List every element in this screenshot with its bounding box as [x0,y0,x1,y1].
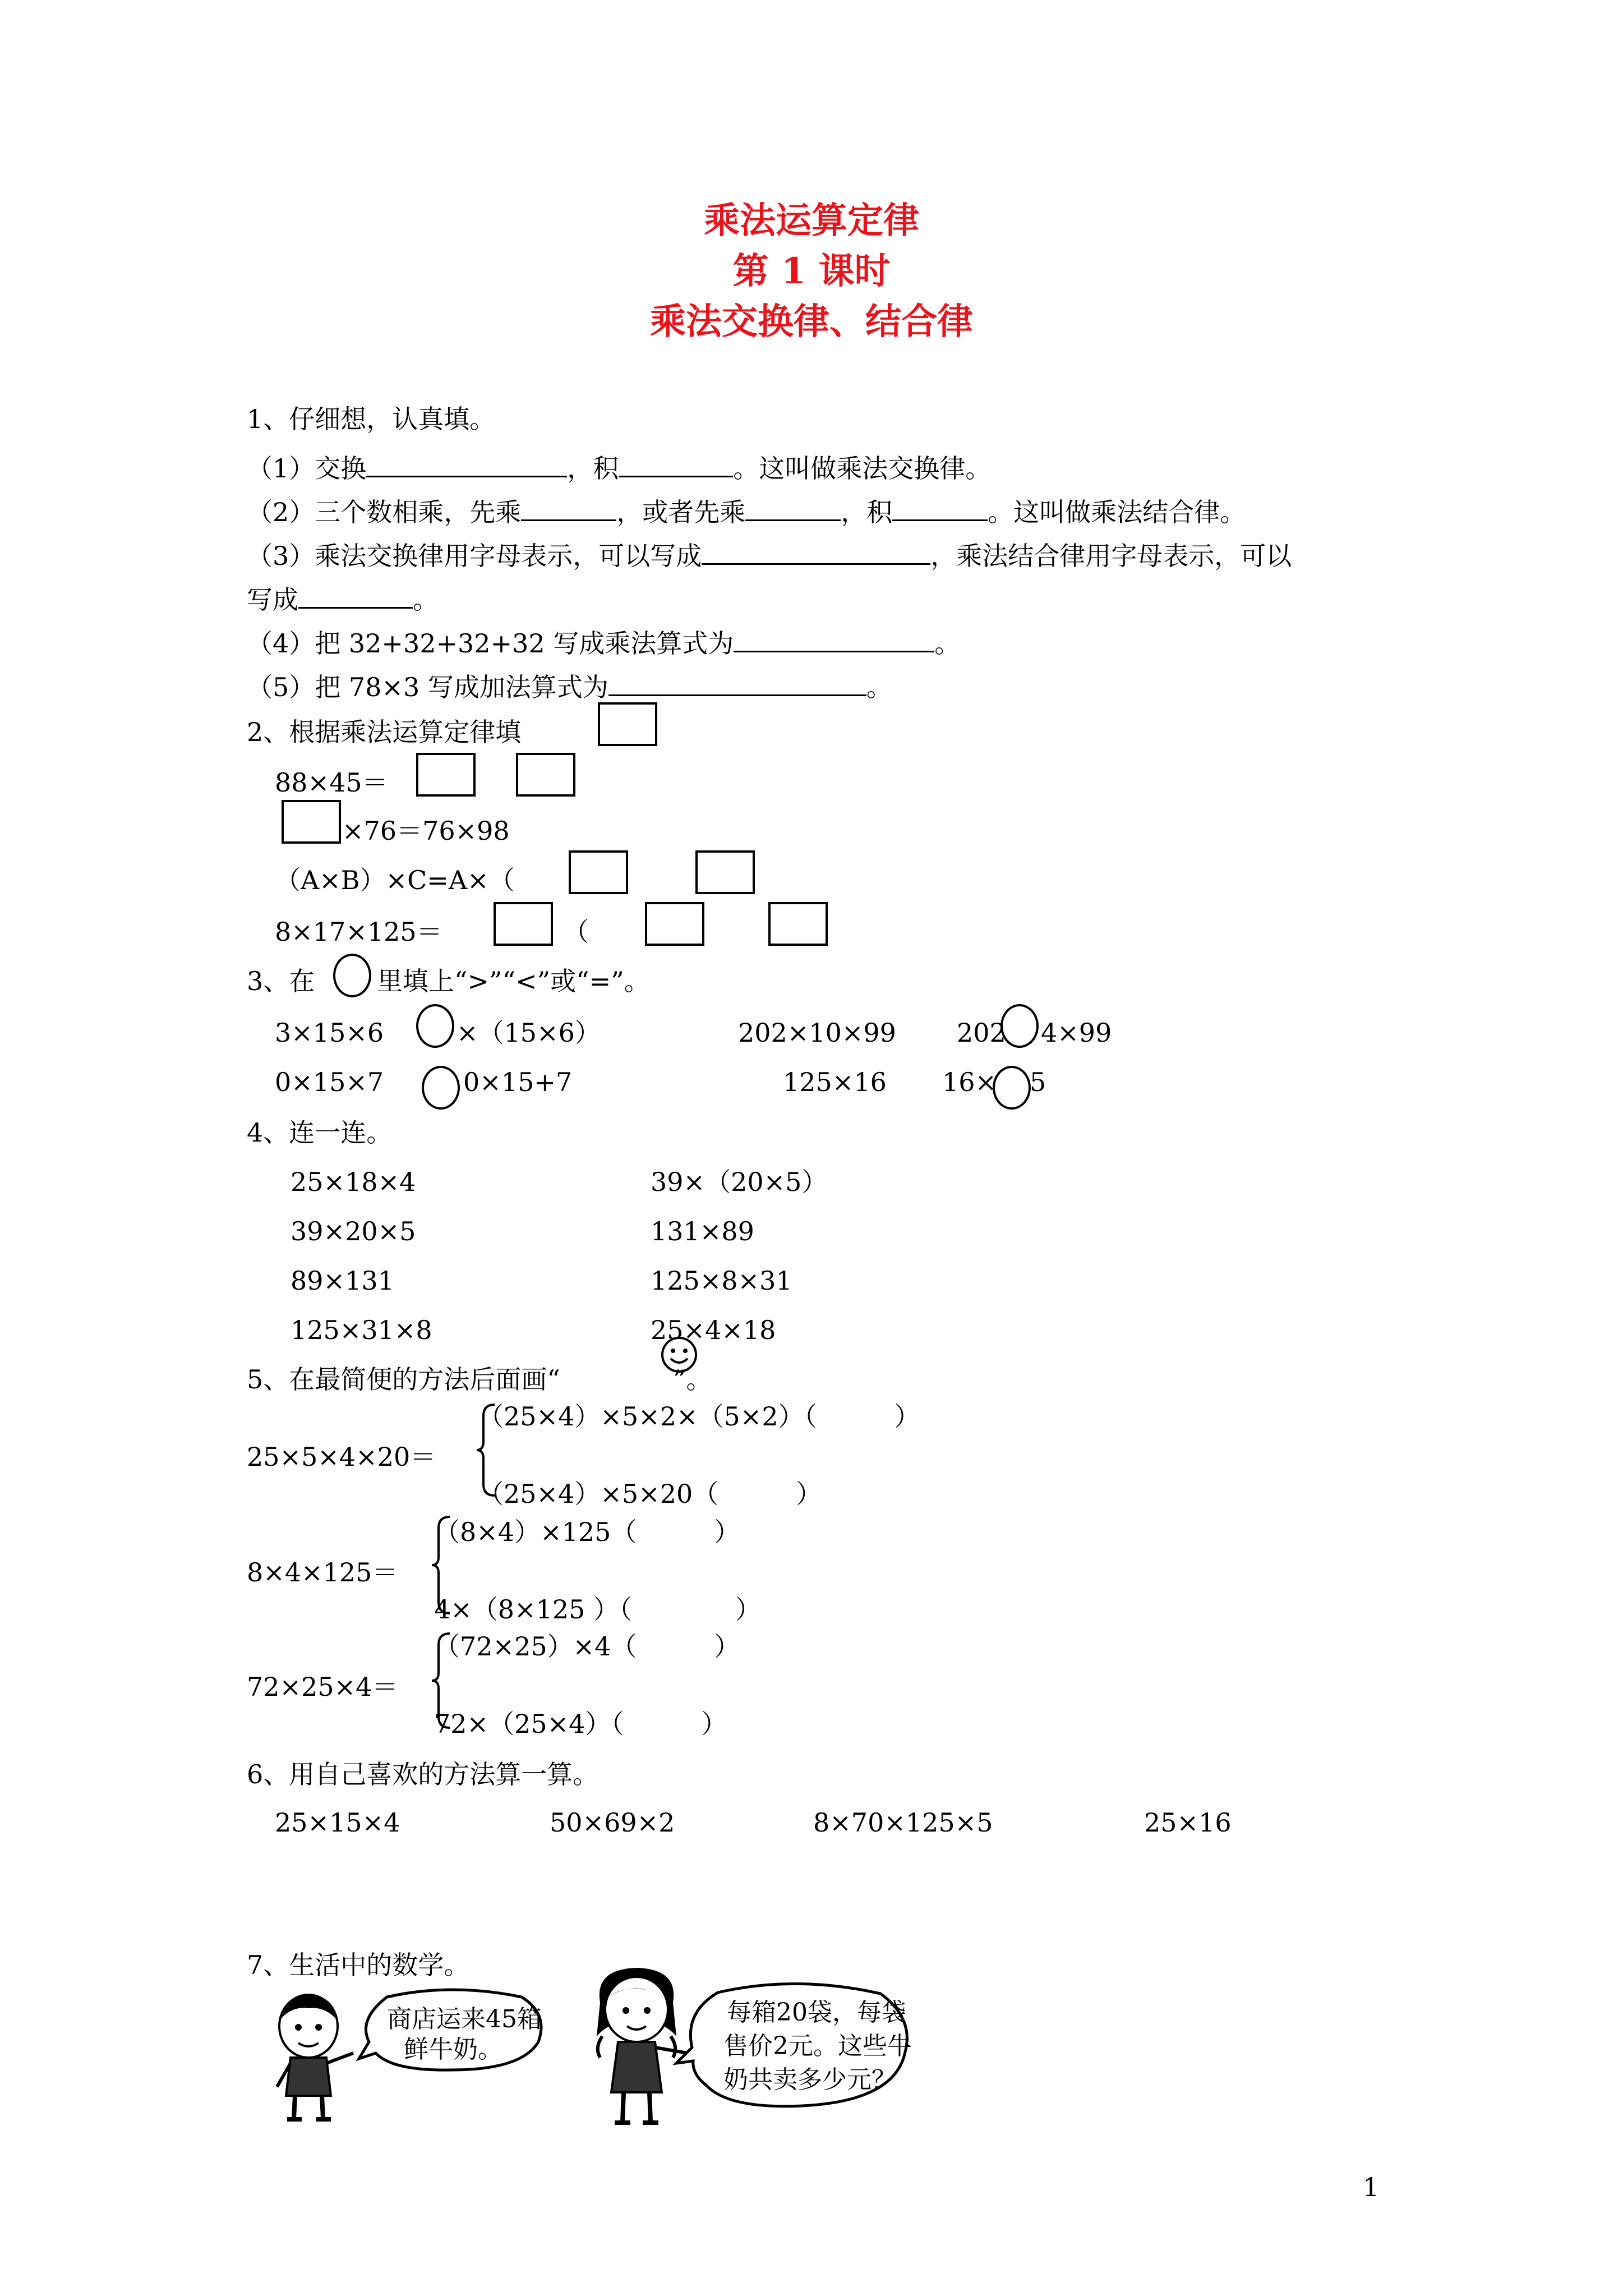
q3-row-1c: 202×10×99 [738,1018,896,1048]
q5-group-3-option-1: （72×25）×4（ ） [434,1631,740,1662]
q6-item-1: 25×15×4 [275,1807,400,1838]
answer-box[interactable] [645,902,704,946]
answer-blank[interactable] [702,537,930,565]
q1-sentence-5: （5）把 78×3 写成加法算式为 。 [247,669,892,700]
answer-blank[interactable] [521,494,616,521]
compare-circle[interactable] [993,1066,1031,1110]
answer-blank[interactable] [298,581,413,609]
q2-heading: 2、根据乘法运算定律填 [247,717,522,747]
q5-group-1-option-2: （25×4）×5×20（ ） [478,1479,822,1509]
compare-circle[interactable] [333,954,371,997]
bubble-2-line-3: 奶共卖多少元？ [723,2065,896,2094]
q3-row-2d: 16× [942,1067,997,1097]
q5-group-3-option-2: 72×（25×4）（ ） [434,1709,727,1739]
q3-row-2e: 5 [1030,1067,1046,1097]
q6-item-2: 50×69×2 [550,1807,675,1838]
q3-row-2a: 0×15×7 [275,1067,384,1097]
compare-circle[interactable] [422,1066,460,1110]
boy-illustration [258,1991,359,2126]
q6-heading: 6、用自己喜欢的方法算一算。 [247,1759,599,1789]
answer-blank[interactable] [366,450,567,477]
q3-row-1a: 3×15×6 [275,1018,384,1048]
q5-group-2-lhs: 8×4×125＝ [247,1557,398,1588]
q5-group-2-option-1: （8×4）×125（ ） [434,1517,740,1547]
q3-row-1b: ×（15×6） [457,1018,601,1048]
q4-left-2[interactable]: 39×20×5 [291,1216,416,1246]
answer-blank[interactable] [608,669,866,696]
q2-row-4-paren: （ [563,917,589,947]
answer-blank[interactable] [892,494,988,521]
answer-box[interactable] [598,702,657,746]
q6-item-3: 8×70×125×5 [813,1807,993,1838]
answer-box[interactable] [282,800,341,844]
q2-row-4: 8×17×125＝ [275,917,442,947]
q1-sentence-4: （4）把 32+32+32+32 写成乘法算式为 。 [247,625,960,656]
q1-sentence-3-cont: 写成 。 [247,581,439,613]
q2-row-3: （A×B）×C=A×（ [275,865,515,895]
q5-group-3-lhs: 72×25×4＝ [247,1672,398,1702]
speech-bubble [353,1986,550,2081]
q5-heading-b: ”。 [673,1364,712,1395]
page-title: 乘法运算定律 [704,200,919,242]
answer-box[interactable] [695,850,755,894]
answer-blank[interactable] [745,494,841,521]
lesson-title: 乘法交换律、结合律 [650,301,973,343]
bubble-2-line-2: 售价2元。这些牛 [723,2032,912,2060]
q1-heading: 1、仔细想，认真填。 [247,404,496,434]
q3-row-2c: 125×16 [783,1067,887,1097]
q7-heading: 7、生活中的数学。 [247,1950,470,1980]
bubble-2-line-1: 每箱20袋，每袋 [727,1998,906,2027]
compare-circle[interactable] [1000,1004,1039,1048]
q3-row-2b: 0×15+7 [463,1067,573,1097]
q2-row-2: ×76＝76×98 [342,816,510,846]
answer-box[interactable] [516,753,575,797]
answer-blank[interactable] [734,625,934,652]
q3-row-1e: 4×99 [1041,1018,1112,1048]
answer-box[interactable] [416,753,476,797]
q4-right-3[interactable]: 125×8×31 [651,1266,792,1296]
bubble-1-line-1: 商店运来45箱 [387,2005,542,2033]
q4-left-1[interactable]: 25×18×4 [291,1167,416,1197]
answer-box[interactable] [768,902,828,946]
q4-right-4[interactable]: 25×4×18 [651,1315,776,1345]
q4-heading: 4、连一连。 [247,1117,393,1148]
q2-row-1: 88×45＝ [275,767,388,798]
lesson-number: 第 1 课时 [732,250,891,292]
q5-group-2-option-2: 4×（8×125 ）（ ） [434,1594,762,1625]
q5-group-1-option-1: （25×4）×5×2×（5×2）（ ） [478,1401,920,1432]
q6-item-4: 25×16 [1144,1807,1232,1838]
answer-box[interactable] [494,902,553,946]
q1-sentence-2: （2）三个数相乘，先乘 ，或者先乘 ，积 。这叫做乘法结合律。 [247,494,1246,525]
page-number: 1 [1363,2172,1380,2202]
q1-sentence-3: （3）乘法交换律用字母表示，可以写成 ，乘法结合律用字母表示，可以 [247,537,1292,569]
q4-left-4[interactable]: 125×31×8 [291,1315,432,1345]
q4-right-1[interactable]: 39×（20×5） [651,1167,828,1197]
compare-circle[interactable] [416,1004,454,1048]
q3-heading-b: 里填上“>”“<”或“=”。 [377,966,650,996]
q4-right-2[interactable]: 131×89 [651,1216,754,1246]
bubble-1-line-2: 鲜牛奶。 [404,2035,502,2064]
q5-group-1-lhs: 25×5×4×20＝ [247,1442,436,1472]
q5-heading-a: 5、在最简便的方法后面画“ [247,1364,560,1395]
answer-box[interactable] [569,850,628,894]
q3-row-1d: 202 [957,1018,1006,1048]
q1-sentence-1: （1）交换 ，积 。这叫做乘法交换律。 [247,450,991,481]
q4-left-3[interactable]: 89×131 [291,1266,394,1296]
answer-blank[interactable] [619,450,733,477]
q3-heading-a: 3、在 [247,966,315,996]
